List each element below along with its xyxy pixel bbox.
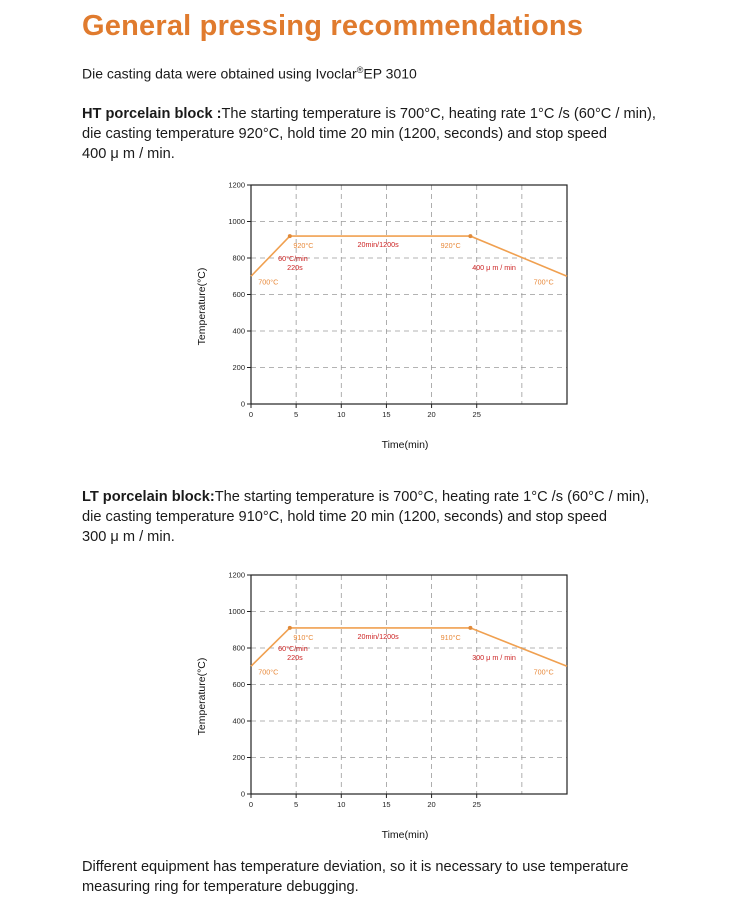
page-title: General pressing recommendations [82, 10, 584, 42]
footer-line2: measuring ring for temperature debugging. [82, 879, 359, 895]
footer-line1: Different equipment has temperature deviation, so it is necessary to use temperature [82, 859, 629, 875]
stop-speed-label: 400 μ m / min [472, 263, 516, 272]
x-axis-title: Time(min) [381, 439, 429, 451]
y-tick-label: 200 [232, 363, 245, 372]
x-tick-label: 25 [472, 800, 481, 809]
end-temp-label: 700°C [533, 667, 554, 677]
ht-line3: 400 μ m / min. [82, 146, 175, 162]
lt-line3: 300 μ m / min. [82, 529, 175, 545]
ht-line2: die casting temperature 920°C, hold time 20 min (1200, seconds) and stop speed [82, 126, 608, 142]
data-point [468, 234, 472, 238]
end-temp-label: 700°C [533, 277, 554, 287]
x-tick-label: 25 [472, 410, 481, 419]
lt-line1: The starting temperature is 700°C, heating rate 1°C /s (60°C / min), [214, 489, 650, 505]
x-tick-label: 10 [337, 800, 346, 809]
lt-label: LT porcelain block: [82, 489, 215, 505]
rise-temp-label: 910°C [293, 632, 314, 642]
hold-end-temp-label: 910°C [440, 632, 461, 642]
y-tick-label: 600 [232, 680, 245, 689]
x-tick-label: 0 [248, 410, 254, 419]
start-temp-label: 700°C [258, 277, 279, 287]
y-tick-label: 1200 [228, 570, 245, 580]
ht-pressing-chart [185, 175, 585, 465]
intro-text [82, 65, 417, 82]
y-tick-label: 400 [232, 716, 245, 726]
hold-label: 20min/1200s [357, 631, 399, 641]
x-tick-label: 0 [248, 800, 254, 809]
rate-label: 60°C/min [278, 254, 308, 263]
ht-line1: The starting temperature is 700°C, heating rate 1°C /s (60°C / min), [221, 106, 656, 122]
y-axis-title: Temperature(°C) [196, 267, 208, 346]
x-tick-label: 5 [294, 410, 299, 419]
y-tick-label: 0 [240, 399, 245, 409]
y-tick-label: 0 [240, 789, 245, 799]
ht-label: HT porcelain block : [82, 106, 222, 122]
start-temp-label: 700°C [258, 667, 279, 677]
rate-time-label: 220s [287, 653, 303, 662]
x-axis-title: Time(min) [381, 829, 429, 841]
x-tick-label: 15 [382, 410, 391, 419]
data-point [468, 626, 472, 630]
x-tick-label: 5 [294, 800, 299, 809]
y-axis-title: Temperature(°C) [196, 657, 208, 736]
y-tick-label: 600 [232, 290, 245, 299]
intro-suffix: EP 3010 [363, 65, 417, 82]
rate-time-label: 220s [287, 263, 303, 272]
hold-label: 20min/1200s [357, 240, 399, 250]
rise-temp-label: 920°C [293, 241, 314, 251]
data-point [288, 234, 292, 238]
y-tick-label: 1000 [228, 607, 245, 616]
lt-line2: die casting temperature 910°C, hold time 20 min (1200, seconds) and stop speed [82, 509, 608, 525]
lt-pressing-chart [185, 565, 585, 855]
x-tick-label: 20 [427, 410, 436, 419]
ht-description [82, 104, 722, 164]
x-tick-label: 15 [382, 800, 391, 809]
y-tick-label: 400 [232, 326, 245, 336]
rate-label: 60°C/min [278, 644, 308, 653]
x-tick-label: 10 [337, 410, 346, 419]
registered-mark: ® [356, 65, 364, 75]
data-point [288, 626, 292, 630]
y-tick-label: 200 [232, 753, 245, 762]
x-tick-label: 20 [427, 800, 436, 809]
y-tick-label: 800 [232, 253, 245, 263]
y-tick-label: 800 [232, 643, 245, 653]
intro-prefix: Die casting data were obtained using Ivoclar [82, 65, 357, 82]
y-tick-label: 1000 [228, 217, 245, 226]
footer-note [82, 857, 722, 897]
hold-end-temp-label: 920°C [440, 241, 461, 251]
y-tick-label: 1200 [228, 180, 245, 190]
lt-description [82, 487, 722, 547]
stop-speed-label: 300 μ m / min [472, 653, 516, 662]
